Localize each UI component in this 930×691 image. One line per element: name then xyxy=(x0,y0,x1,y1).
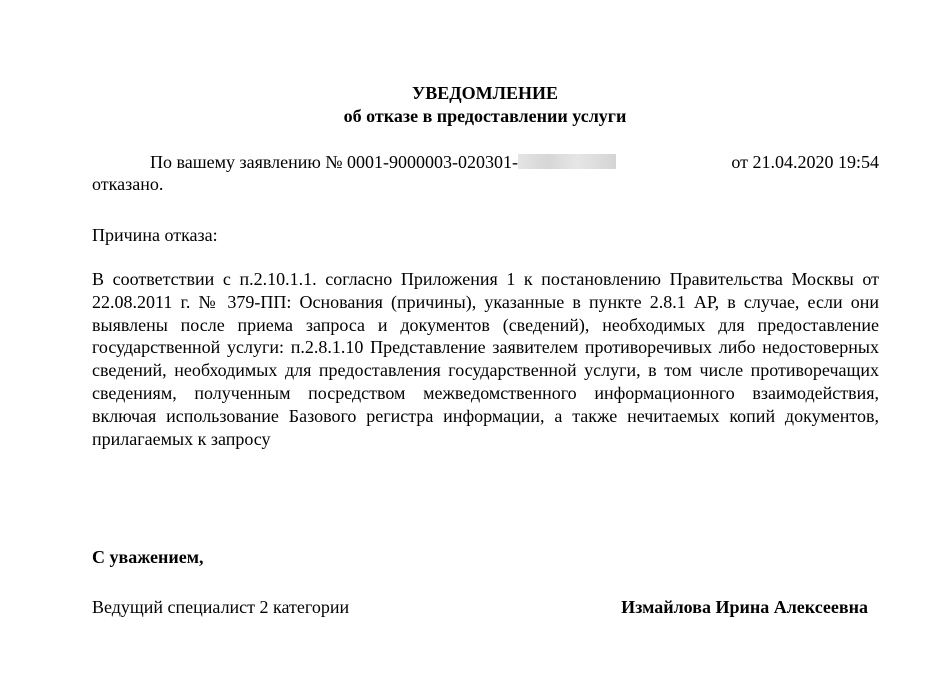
application-date: от 21.04.2020 19:54 xyxy=(731,152,879,172)
regards-line: С уважением, xyxy=(92,547,204,567)
reason-text: В соответствии с п.2.10.1.1. согласно Приложения 1 к постановлению Правительства Москвы от 22.08.2011 г. № 379-ПП: Основания (причины), указанные в пункте 2.8.1 АР, в случае, если они выявлены после приема запроса и документов (сведений), необходимых для предоставление государственной услуги: п.2.8.1.10 Представление заявителем противоречивых либо недостоверных сведений, необходимых для предоставления государственной услуги, в том числе противоречащих сведениям, полученным посредством межведомственного информационного взаимодействия, включая использование Базового регистра информации, а также нечитаемых копий документов, прилагаемых к запросу xyxy=(92,269,879,449)
document-subtitle: об отказе в предоставлении услуги xyxy=(343,106,627,126)
refusal-word: отказано. xyxy=(92,174,164,194)
document-title: УВЕДОМЛЕНИЕ xyxy=(411,83,559,103)
signer-position: Ведущий специалист 2 категории xyxy=(92,597,350,617)
application-line xyxy=(92,151,879,173)
reason-label: Причина отказа: xyxy=(92,225,218,245)
signer-name: Измайлова Ирина Алексеевна xyxy=(621,597,868,617)
application-paragraph xyxy=(92,151,879,195)
application-number-group xyxy=(150,151,616,173)
redacted-block xyxy=(518,154,616,169)
application-number: По вашему заявлению № 0001-9000003-020301- xyxy=(150,152,518,172)
